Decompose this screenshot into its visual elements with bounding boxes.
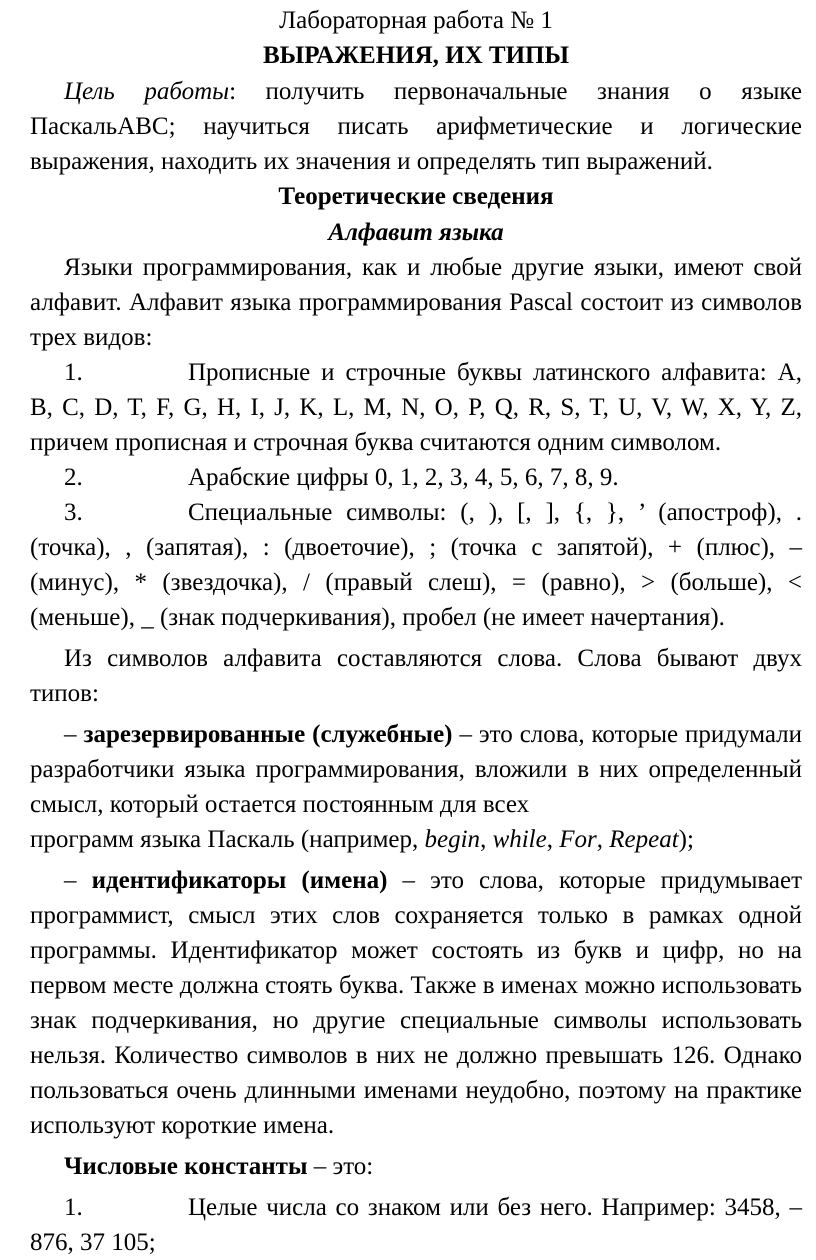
goal-label: Цель работы xyxy=(64,78,230,105)
alphabet-intro: Языки программирования, как и любые другие языки, имеют свой алфавит. Алфавит языка программирования Pascal состоит из символов трех видов: xyxy=(30,254,802,351)
identifiers-paragraph xyxy=(30,863,802,1143)
separator: , xyxy=(596,826,610,853)
main-title: ВЫРАЖЕНИЯ, ИХ ТИПЫ xyxy=(262,42,570,69)
list-item xyxy=(30,495,802,635)
list-text: Целые числа со знаком или без него. Например: 3458, –876, 37 105; xyxy=(30,1194,802,1256)
numeric-constants-paragraph xyxy=(30,1149,802,1184)
list-text: Арабские цифры 0, 1, 2, 3, 4, 5, 6, 7, 8, 9. xyxy=(188,464,619,491)
reserved-end: ); xyxy=(678,826,694,853)
example-while: while xyxy=(492,826,547,853)
reserved-text: – это слова, которые придумали разработчики языка программирования, вложили в них определенный смысл, который остается постоянным для всех xyxy=(30,721,803,818)
numeric-constants-term: Числовые константы xyxy=(64,1153,308,1180)
list-number: 1. xyxy=(64,1194,83,1221)
list-number: 2. xyxy=(64,464,83,491)
dash: – xyxy=(64,721,84,748)
list-text: Специальные символы: (, ), [, ], {, }, ’ (апостроф), . (точка), , (запятая), : (двоеточие), ; (точка с запятой), + (плюс), – (минус), * (звездочка), / (правый слеш), = (равно), > (больше), < (меньше), _ (знак подчеркивания), пробел (не имеет начертания). xyxy=(30,499,802,631)
list-text: Прописные и строчные буквы латинского алфавита: A, B, C, D, T, F, G, H, I, J, K, L, M, N, O, P, Q, R, S, T, U, V, W, X, Y, Z, причем прописная и строчная буква считаются одним символом. xyxy=(30,359,802,456)
identifiers-term: идентификаторы (имена) xyxy=(91,867,388,894)
list-number: 1. xyxy=(64,359,83,386)
example-repeat: Repeat xyxy=(609,826,679,853)
words-intro: Из символов алфавита составляются слова. Слова бывают двух типов: xyxy=(30,645,802,707)
list-number: 3. xyxy=(64,499,83,526)
reserved-term: зарезервированные (служебные) xyxy=(83,721,453,748)
separator: , xyxy=(480,826,493,853)
goal-paragraph xyxy=(30,74,802,179)
dash: – xyxy=(64,867,92,894)
example-begin: begin xyxy=(424,826,481,853)
separator: , xyxy=(546,826,560,853)
list-item xyxy=(30,460,802,495)
reserved-words-paragraph xyxy=(30,717,802,822)
alphabet-heading: Алфавит языка xyxy=(328,219,504,246)
list-item xyxy=(30,355,802,460)
goal-text: : получить первоначальные знания о языке ПаскальABC; научиться писать арифметические и логические выражения, находить их значения и определять тип выражений. xyxy=(30,78,802,175)
reserved-text-2: программ языка Паскаль (например, xyxy=(30,826,425,853)
numeric-constants-text: – это: xyxy=(307,1153,374,1180)
example-for: For xyxy=(559,826,597,853)
identifiers-text: – это слова, которые придумывает программист, смысл этих слов сохраняется только в рамках одной программы. Идентификатор может состоять из букв и цифр, но на первом месте должна стоять буква. Также в именах можно использовать знак подчеркивания, но другие специальные символы использовать нельзя. Количество символов в них не должно превышать 126. Однако пользоваться очень длинными именами неудобно, поэтому на практике используют короткие имена. xyxy=(30,867,802,1139)
reserved-examples-line xyxy=(30,822,802,857)
list-item xyxy=(30,1190,802,1260)
theory-heading: Теоретические сведения xyxy=(278,183,554,210)
lab-title: Лабораторная работа № 1 xyxy=(279,7,553,34)
